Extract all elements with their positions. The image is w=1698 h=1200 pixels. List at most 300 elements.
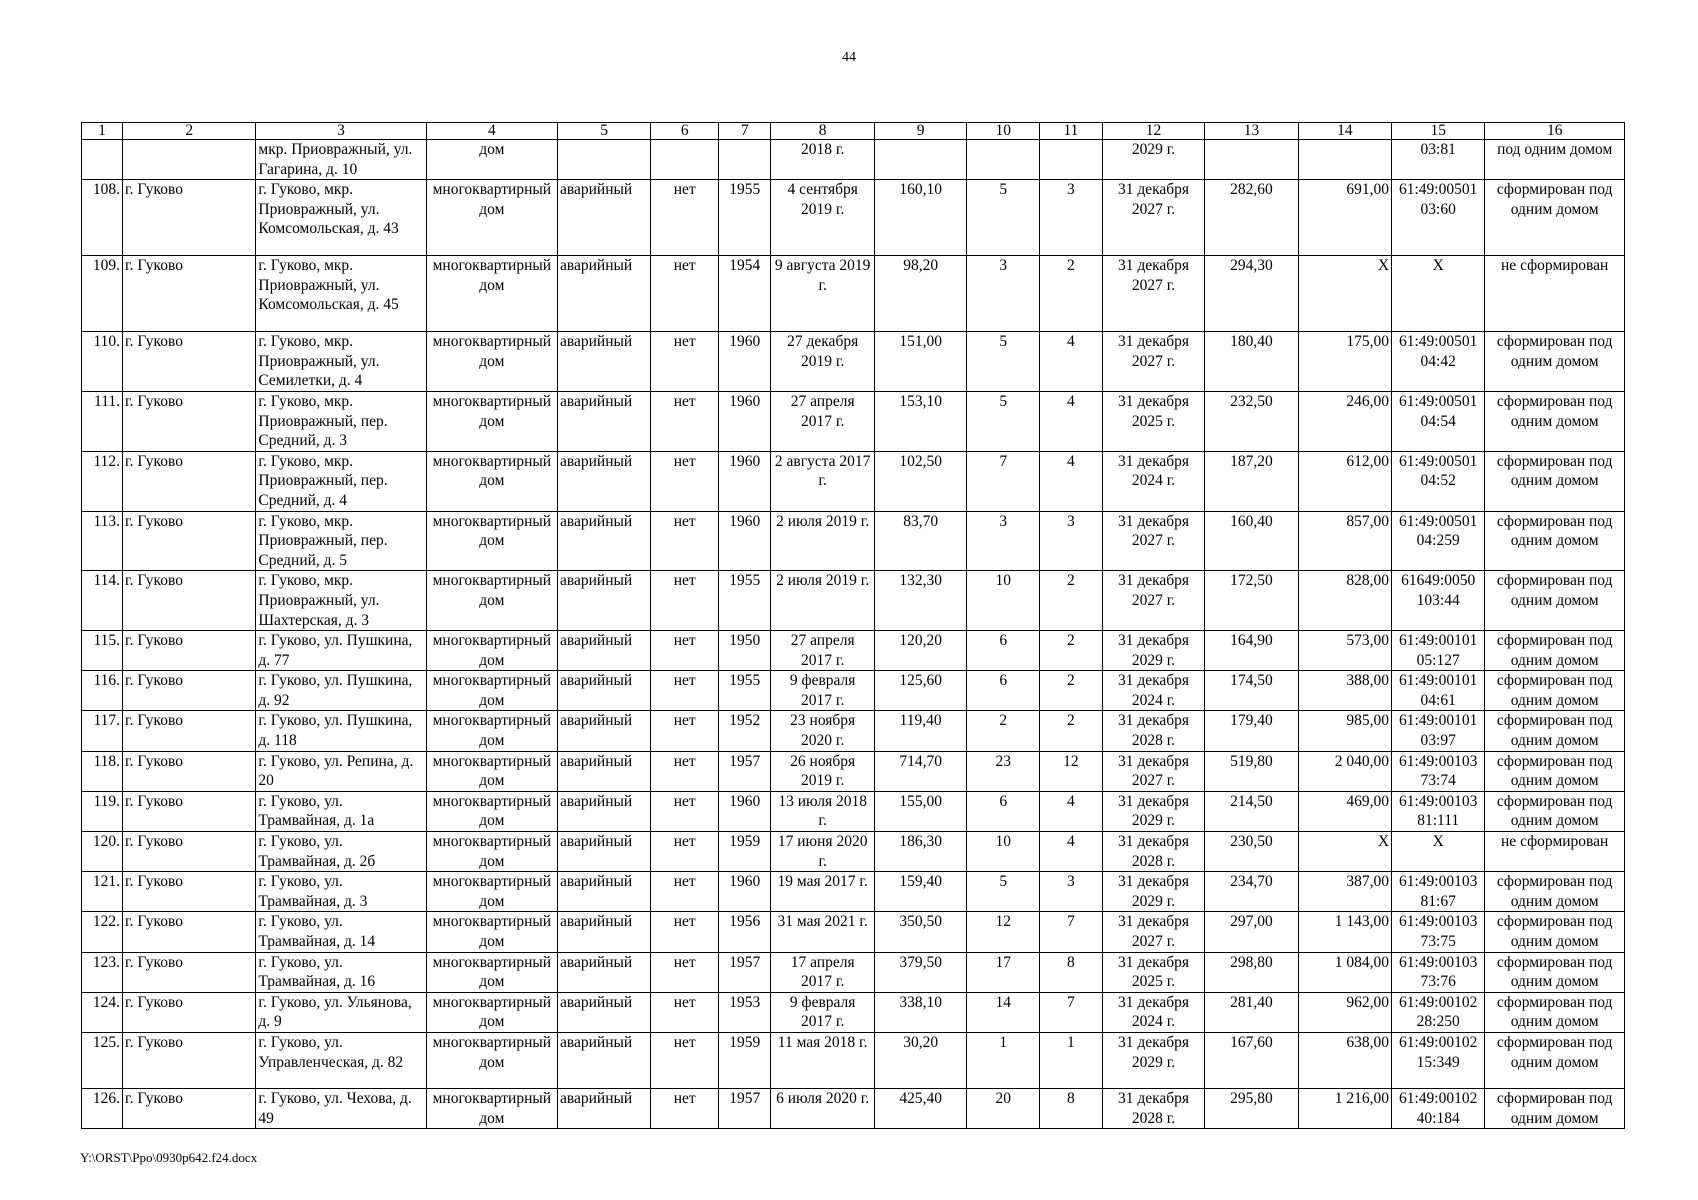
table-cell: 1 143,00	[1298, 912, 1391, 952]
table-cell: 1955	[719, 571, 771, 631]
table-cell: нет	[651, 832, 719, 872]
table-cell: 282,60	[1205, 180, 1298, 256]
column-number-cell: 2	[123, 123, 256, 140]
table-cell: Х	[1392, 832, 1485, 872]
table-row	[82, 1032, 1625, 1088]
table-cell: г. Гуково, ул. Пушкина, д. 92	[256, 671, 426, 711]
table-cell: 151,00	[874, 332, 966, 392]
table-cell: 124.	[82, 992, 123, 1032]
table-cell: г. Гуково, ул. Трамвайная, д. 14	[256, 912, 426, 952]
table-cell: 27 апреля 2017 г.	[771, 391, 875, 451]
table-cell: 6	[967, 791, 1040, 831]
table-cell: 174,50	[1205, 671, 1298, 711]
table-cell: 17	[967, 952, 1040, 992]
table-cell: 294,30	[1205, 256, 1298, 332]
table-cell: не сформирован	[1485, 256, 1625, 332]
table-cell: 573,00	[1298, 631, 1391, 671]
column-number-cell: 16	[1485, 123, 1625, 140]
table-cell: 1955	[719, 180, 771, 256]
table-cell	[1040, 140, 1103, 180]
table-cell: многоквартирный дом	[426, 832, 557, 872]
table-cell: 31 декабря 2027 г.	[1102, 332, 1205, 392]
table-cell: 113.	[82, 511, 123, 571]
table-cell: г. Гуково	[123, 571, 256, 631]
table-cell: 175,00	[1298, 332, 1391, 392]
table-cell: многоквартирный дом	[426, 671, 557, 711]
table-cell: 379,50	[874, 952, 966, 992]
table-cell: 2	[1040, 571, 1103, 631]
table-cell: 61:49:00102 15:349	[1392, 1032, 1485, 1088]
table-cell: 1960	[719, 872, 771, 912]
table-cell: г. Гуково, мкр. Приовражный, ул. Комсомольская, д. 45	[256, 256, 426, 332]
table-cell: г. Гуково	[123, 1088, 256, 1128]
table-cell: аварийный	[558, 180, 651, 256]
table-cell: аварийный	[558, 511, 651, 571]
table-row	[82, 711, 1625, 751]
table-cell: 7	[1040, 992, 1103, 1032]
table-cell	[558, 140, 651, 180]
table-cell: г. Гуково	[123, 912, 256, 952]
table-cell: 172,50	[1205, 571, 1298, 631]
table-cell: 12	[1040, 751, 1103, 791]
table-cell	[1205, 140, 1298, 180]
table-cell: 108.	[82, 180, 123, 256]
table-cell: 125.	[82, 1032, 123, 1088]
document-file-path: Y:\ORST\Ppo\0930p642.f24.docx	[80, 1150, 258, 1165]
table-cell: г. Гуково, ул. Трамвайная, д. 3	[256, 872, 426, 912]
table-cell: 638,00	[1298, 1032, 1391, 1088]
table-cell: под одним домом	[1485, 140, 1625, 180]
table-cell: 167,60	[1205, 1032, 1298, 1088]
table-cell: 6	[967, 631, 1040, 671]
table-cell: аварийный	[558, 391, 651, 451]
table-cell: 2 июля 2019 г.	[771, 571, 875, 631]
table-cell: аварийный	[558, 912, 651, 952]
column-number-cell: 5	[558, 123, 651, 140]
table-cell: 3	[967, 256, 1040, 332]
table-cell: 187,20	[1205, 451, 1298, 511]
table-cell: 4	[1040, 391, 1103, 451]
table-cell: г. Гуково	[123, 711, 256, 751]
table-cell: 61:49:00101 04:61	[1392, 671, 1485, 711]
table-cell: нет	[651, 952, 719, 992]
table-cell: 3	[1040, 511, 1103, 571]
table-cell: 119.	[82, 791, 123, 831]
table-cell: г. Гуково, ул. Ульянова, д. 9	[256, 992, 426, 1032]
table-cell: сформирован под одним домом	[1485, 671, 1625, 711]
table-cell: 230,50	[1205, 832, 1298, 872]
table-cell: 123.	[82, 952, 123, 992]
column-number-cell: 4	[426, 123, 557, 140]
table-cell: Х	[1298, 256, 1391, 332]
table-cell: 117.	[82, 711, 123, 751]
table-cell: многоквартирный дом	[426, 391, 557, 451]
table-cell: 4	[1040, 451, 1103, 511]
table-cell: аварийный	[558, 872, 651, 912]
table-cell: сформирован под одним домом	[1485, 992, 1625, 1032]
table-cell: аварийный	[558, 1032, 651, 1088]
table-cell: 31 декабря 2027 г.	[1102, 912, 1205, 952]
table-cell: мкр. Приовражный, ул. Гагарина, д. 10	[256, 140, 426, 180]
table-cell: сформирован под одним домом	[1485, 631, 1625, 671]
table-cell: аварийный	[558, 952, 651, 992]
table-cell: 2 июля 2019 г.	[771, 511, 875, 571]
table-cell: сформирован под одним домом	[1485, 332, 1625, 392]
table-cell: аварийный	[558, 671, 651, 711]
table-cell: 61:49:00501 04:52	[1392, 451, 1485, 511]
table-cell: многоквартирный дом	[426, 511, 557, 571]
table-cell: 160,40	[1205, 511, 1298, 571]
table-cell: 160,10	[874, 180, 966, 256]
table-cell: 26 ноября 2019 г.	[771, 751, 875, 791]
column-number-cell: 3	[256, 123, 426, 140]
table-cell: 2	[1040, 671, 1103, 711]
table-cell: аварийный	[558, 1088, 651, 1128]
table-cell: 121.	[82, 872, 123, 912]
table-cell: 1950	[719, 631, 771, 671]
table-cell: 186,30	[874, 832, 966, 872]
table-cell: 2 040,00	[1298, 751, 1391, 791]
table-cell	[719, 140, 771, 180]
table-cell: 61:49:00103 73:74	[1392, 751, 1485, 791]
table-cell: 298,80	[1205, 952, 1298, 992]
table-cell: нет	[651, 571, 719, 631]
table-cell: 179,40	[1205, 711, 1298, 751]
table-cell: 31 декабря 2028 г.	[1102, 711, 1205, 751]
table-cell: 164,90	[1205, 631, 1298, 671]
table-cell: сформирован под одним домом	[1485, 1032, 1625, 1088]
table-cell: г. Гуково	[123, 451, 256, 511]
table-cell: 111.	[82, 391, 123, 451]
table-cell: г. Гуково	[123, 791, 256, 831]
table-cell: 31 декабря 2029 г.	[1102, 631, 1205, 671]
table-cell: 27 декабря 2019 г.	[771, 332, 875, 392]
table-cell: аварийный	[558, 711, 651, 751]
table-cell: г. Гуково	[123, 332, 256, 392]
table-row	[82, 571, 1625, 631]
table-cell: 2029 г.	[1102, 140, 1205, 180]
table-cell: 3	[1040, 872, 1103, 912]
column-number-cell: 14	[1298, 123, 1391, 140]
table-cell: многоквартирный дом	[426, 571, 557, 631]
table-cell: 4	[1040, 832, 1103, 872]
table-cell: 246,00	[1298, 391, 1391, 451]
table-cell: 5	[967, 872, 1040, 912]
table-cell: сформирован под одним домом	[1485, 451, 1625, 511]
table-cell: 125,60	[874, 671, 966, 711]
table-cell: 387,00	[1298, 872, 1391, 912]
table-cell: сформирован под одним домом	[1485, 1088, 1625, 1128]
table-cell: г. Гуково	[123, 832, 256, 872]
column-number-header	[82, 123, 1625, 140]
table-cell: 126.	[82, 1088, 123, 1128]
table-cell: 1960	[719, 451, 771, 511]
table-cell: Х	[1392, 256, 1485, 332]
table-cell: 1	[967, 1032, 1040, 1088]
table-cell: г. Гуково	[123, 256, 256, 332]
table-cell: 61:49:00103 73:75	[1392, 912, 1485, 952]
table-cell: 9 февраля 2017 г.	[771, 671, 875, 711]
table-cell: 31 декабря 2027 г.	[1102, 256, 1205, 332]
table-cell: 116.	[82, 671, 123, 711]
table-cell: 519,80	[1205, 751, 1298, 791]
column-number-cell: 6	[651, 123, 719, 140]
table-cell: 27 апреля 2017 г.	[771, 631, 875, 671]
table-cell: 61:49:00501 04:42	[1392, 332, 1485, 392]
table-cell: многоквартирный дом	[426, 1032, 557, 1088]
table-cell: аварийный	[558, 571, 651, 631]
table-cell: г. Гуково	[123, 992, 256, 1032]
table-row	[82, 332, 1625, 392]
table-cell: многоквартирный дом	[426, 631, 557, 671]
table-cell: 1960	[719, 791, 771, 831]
column-number-cell: 12	[1102, 123, 1205, 140]
table-cell: 2 августа 2017 г.	[771, 451, 875, 511]
table-cell: 61:49:00103 81:111	[1392, 791, 1485, 831]
table-row	[82, 1088, 1625, 1128]
table-cell: г. Гуково, мкр. Приовражный, пер. Средний, д. 4	[256, 451, 426, 511]
table-cell: 1960	[719, 511, 771, 571]
table-cell: многоквартирный дом	[426, 711, 557, 751]
table-cell: г. Гуково	[123, 671, 256, 711]
housing-register-table	[81, 122, 1625, 1129]
table-cell: 7	[1040, 912, 1103, 952]
table-cell: 4	[1040, 332, 1103, 392]
table-cell: многоквартирный дом	[426, 180, 557, 256]
table-cell: г. Гуково, ул. Пушкина, д. 77	[256, 631, 426, 671]
table-cell: 118.	[82, 751, 123, 791]
table-cell: 61649:0050 103:44	[1392, 571, 1485, 631]
table-cell: нет	[651, 256, 719, 332]
table-row	[82, 631, 1625, 671]
table-cell: г. Гуково	[123, 751, 256, 791]
table-cell: 5	[967, 180, 1040, 256]
table-cell: 119,40	[874, 711, 966, 751]
table-cell: 295,80	[1205, 1088, 1298, 1128]
table-cell: многоквартирный дом	[426, 872, 557, 912]
table-cell: нет	[651, 751, 719, 791]
table-cell: 8	[1040, 952, 1103, 992]
table-cell: 83,70	[874, 511, 966, 571]
table-cell: аварийный	[558, 751, 651, 791]
table-cell: 232,50	[1205, 391, 1298, 451]
table-cell	[874, 140, 966, 180]
table-cell: 31 декабря 2024 г.	[1102, 992, 1205, 1032]
table-cell: 9 августа 2019 г.	[771, 256, 875, 332]
table-cell: 98,20	[874, 256, 966, 332]
table-cell: г. Гуково	[123, 952, 256, 992]
table-cell: 61:49:00501 04:259	[1392, 511, 1485, 571]
table-cell: 1960	[719, 332, 771, 392]
table-row	[82, 992, 1625, 1032]
table-row	[82, 832, 1625, 872]
table-cell: 31 декабря 2028 г.	[1102, 1088, 1205, 1128]
table-cell: г. Гуково	[123, 391, 256, 451]
table-cell: 61:49:00102 28:250	[1392, 992, 1485, 1032]
table-row	[82, 511, 1625, 571]
table-cell: 857,00	[1298, 511, 1391, 571]
table-cell: 61:49:00101 03:97	[1392, 711, 1485, 751]
table-cell: 1	[1040, 1032, 1103, 1088]
table-cell: г. Гуково, мкр. Приовражный, пер. Средний, д. 5	[256, 511, 426, 571]
table-cell: многоквартирный дом	[426, 1088, 557, 1128]
table-cell: г. Гуково	[123, 631, 256, 671]
table-cell: 03:81	[1392, 140, 1485, 180]
column-number-cell: 7	[719, 123, 771, 140]
header-row	[82, 123, 1625, 140]
table-cell: сформирован под одним домом	[1485, 711, 1625, 751]
table-cell: 31 декабря 2028 г.	[1102, 832, 1205, 872]
table-cell: 110.	[82, 332, 123, 392]
table-cell: 9 февраля 2017 г.	[771, 992, 875, 1032]
table-cell	[1298, 140, 1391, 180]
table-cell: аварийный	[558, 832, 651, 872]
table-cell	[123, 140, 256, 180]
table-cell: многоквартирный дом	[426, 332, 557, 392]
table-cell: 8	[1040, 1088, 1103, 1128]
table-cell: аварийный	[558, 992, 651, 1032]
table-row	[82, 791, 1625, 831]
table-cell: нет	[651, 791, 719, 831]
table-cell: 2	[1040, 631, 1103, 671]
table-cell: 61:49:00501 04:54	[1392, 391, 1485, 451]
table-cell: 31 декабря 2029 г.	[1102, 1032, 1205, 1088]
table-cell: 132,30	[874, 571, 966, 631]
table-cell: 23	[967, 751, 1040, 791]
table-cell: сформирован под одним домом	[1485, 180, 1625, 256]
table-cell: 31 декабря 2025 г.	[1102, 952, 1205, 992]
table-cell: 61:49:00102 40:184	[1392, 1088, 1485, 1128]
table-cell: 281,40	[1205, 992, 1298, 1032]
table-row	[82, 912, 1625, 952]
table-cell: 985,00	[1298, 711, 1391, 751]
table-cell: г. Гуково	[123, 1032, 256, 1088]
table-cell: 350,50	[874, 912, 966, 952]
table-cell	[967, 140, 1040, 180]
table-cell: 1954	[719, 256, 771, 332]
column-number-cell: 1	[82, 123, 123, 140]
table-body	[82, 140, 1625, 1129]
table-cell: г. Гуково	[123, 511, 256, 571]
table-cell: 2018 г.	[771, 140, 875, 180]
table-cell	[651, 140, 719, 180]
table-row	[82, 751, 1625, 791]
table-cell: 13 июля 2018 г.	[771, 791, 875, 831]
table-cell: 17 июня 2020 г.	[771, 832, 875, 872]
table-cell: 1957	[719, 952, 771, 992]
table-cell: г. Гуково, мкр. Приовражный, пер. Средний, д. 3	[256, 391, 426, 451]
table-cell: аварийный	[558, 451, 651, 511]
table-cell: 31 декабря 2027 г.	[1102, 751, 1205, 791]
table-cell: 120,20	[874, 631, 966, 671]
table-cell: 31 декабря 2027 г.	[1102, 511, 1205, 571]
table-cell: г. Гуково, ул. Управленческая, д. 82	[256, 1032, 426, 1088]
table-cell: нет	[651, 180, 719, 256]
table-cell: г. Гуково, мкр. Приовражный, ул. Комсомольская, д. 43	[256, 180, 426, 256]
table-cell: многоквартирный дом	[426, 952, 557, 992]
table-cell: г. Гуково, ул. Трамвайная, д. 1а	[256, 791, 426, 831]
table-cell: нет	[651, 711, 719, 751]
table-cell: 155,00	[874, 791, 966, 831]
table-cell: 19 мая 2017 г.	[771, 872, 875, 912]
table-row	[82, 391, 1625, 451]
table-cell: нет	[651, 1032, 719, 1088]
table-cell: 234,70	[1205, 872, 1298, 912]
table-row	[82, 180, 1625, 256]
table-cell: 11 мая 2018 г.	[771, 1032, 875, 1088]
table-cell: 691,00	[1298, 180, 1391, 256]
table-row	[82, 451, 1625, 511]
table-cell: 1 084,00	[1298, 952, 1391, 992]
table-cell: 102,50	[874, 451, 966, 511]
table-cell: г. Гуково	[123, 180, 256, 256]
table-cell: сформирован под одним домом	[1485, 872, 1625, 912]
page-number: 44	[842, 50, 856, 65]
table-cell: 109.	[82, 256, 123, 332]
table-cell: 1959	[719, 832, 771, 872]
table-cell: 2	[1040, 711, 1103, 751]
table-cell: 30,20	[874, 1032, 966, 1088]
table-cell: нет	[651, 631, 719, 671]
column-number-cell: 11	[1040, 123, 1103, 140]
table-cell: аварийный	[558, 256, 651, 332]
table-cell: 31 декабря 2024 г.	[1102, 671, 1205, 711]
table-cell: 153,10	[874, 391, 966, 451]
column-number-cell: 9	[874, 123, 966, 140]
table-cell: сформирован под одним домом	[1485, 391, 1625, 451]
table-cell: нет	[651, 992, 719, 1032]
column-number-cell: 8	[771, 123, 875, 140]
table-cell: 112.	[82, 451, 123, 511]
table-cell: 31 мая 2021 г.	[771, 912, 875, 952]
table-cell: 31 декабря 2027 г.	[1102, 571, 1205, 631]
table-cell: 114.	[82, 571, 123, 631]
table-cell: 31 декабря 2029 г.	[1102, 791, 1205, 831]
column-number-cell: 13	[1205, 123, 1298, 140]
table-cell: Х	[1298, 832, 1391, 872]
table-cell: многоквартирный дом	[426, 912, 557, 952]
table-cell: 297,00	[1205, 912, 1298, 952]
table-cell: 3	[967, 511, 1040, 571]
table-cell: 6	[967, 671, 1040, 711]
table-cell: 1956	[719, 912, 771, 952]
table-cell: 122.	[82, 912, 123, 952]
table-cell: 1955	[719, 671, 771, 711]
table-cell: 31 декабря 2025 г.	[1102, 391, 1205, 451]
table-cell: нет	[651, 511, 719, 571]
table-cell: 2	[1040, 256, 1103, 332]
table-cell: 17 апреля 2017 г.	[771, 952, 875, 992]
table-cell: 14	[967, 992, 1040, 1032]
table-cell: 180,40	[1205, 332, 1298, 392]
table-cell: 612,00	[1298, 451, 1391, 511]
table-cell: 6 июля 2020 г.	[771, 1088, 875, 1128]
table-cell: 5	[967, 391, 1040, 451]
table-cell: 7	[967, 451, 1040, 511]
table-cell: не сформирован	[1485, 832, 1625, 872]
table-cell: сформирован под одним домом	[1485, 751, 1625, 791]
table-cell: многоквартирный дом	[426, 992, 557, 1032]
table-cell: сформирован под одним домом	[1485, 511, 1625, 571]
table-row	[82, 140, 1625, 180]
table-cell: нет	[651, 1088, 719, 1128]
table-cell: сформирован под одним домом	[1485, 791, 1625, 831]
table-cell: 1957	[719, 1088, 771, 1128]
table-cell: 61:49:00103 81:67	[1392, 872, 1485, 912]
table-cell: г. Гуково, ул. Репина, д. 20	[256, 751, 426, 791]
table-cell: аварийный	[558, 332, 651, 392]
table-cell: г. Гуково, мкр. Приовражный, ул. Шахтерская, д. 3	[256, 571, 426, 631]
